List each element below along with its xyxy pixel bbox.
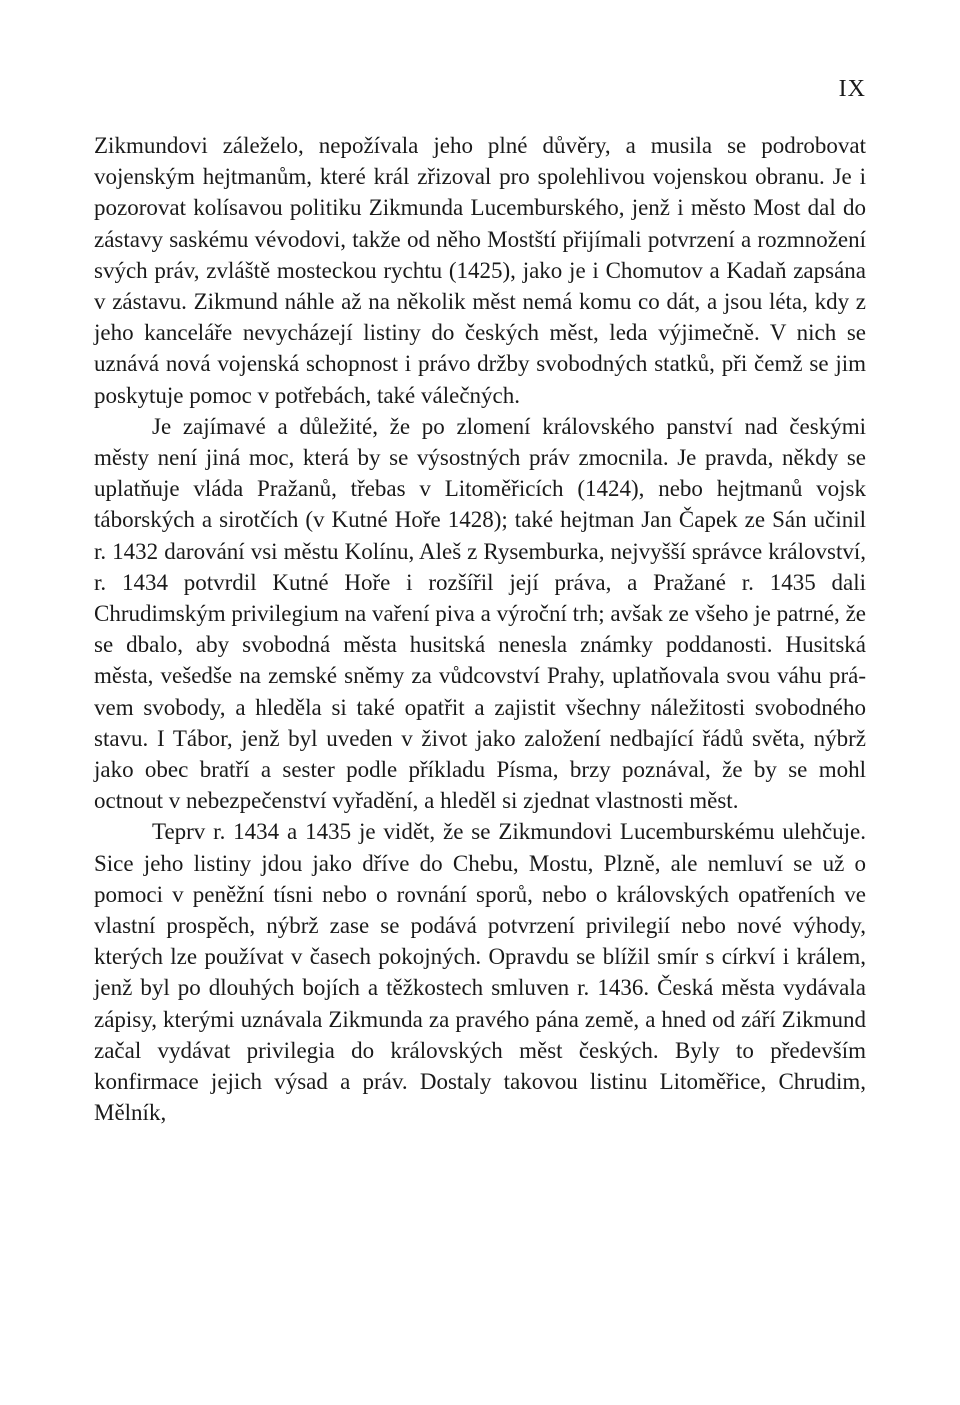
paragraph-2: Je zajímavé a důležité, že po zlomení královského panství nad českými městy není jiná moc, která by se výsostných práv zmocnila. Je pravda, někdy se uplatňuje vláda Pražanů, třebas v Litoměřicích (1424), nebo hejtmanů vojsk táborských a sirotčích (v Kutné Hoře 1428); také hejtman Jan Čapek ze Sán učinil r. 1432 darování vsi městu Kolínu, Aleš z Rysemburka, nejvyšší správce království, r. 1434 potvrdil Kutné Hoře i rozšířil její práva, a Pražané r. 1435 dali Chrudimským privilegium na vaření piva a výroční trh; avšak ze všeho je patrné, že se dbalo, aby svobodná města husitská nenesla známky poddanosti. Husitská města, vešedše na zemské sněmy za vůdcovství Prahy, uplatňovala svou váhu právem svobody, a hleděla si také opatřit a zajistit všechny náležitosti svobodného stavu. I Tábor, jenž byl uveden v život jako založení nedbající řádů světa, nýbrž jako obec bratří a sester podle příkladu Písma, brzy poznával, že by se mohl octnout v nebezpečenství vyřadění, a hleděl si zjednat vlastnosti měst. [94, 413, 866, 814]
body-text [94, 130, 866, 1129]
page-number: IX [838, 76, 866, 102]
paragraph-3: Teprv r. 1434 a 1435 je vidět, že se Zikmundovi Lucemburskému ulehčuje. Sice jeho listiny jdou jako dříve do Chebu, Mostu, Plzně, ale nemluví se už o pomoci v peněžní tísni nebo o rovnání sporů, nebo o královských opatřeních ve vlastní prospěch, nýbrž zase se podává potvrzení privilegií nebo nové výhody, kterých lze používat v časech pokojných. Opravdu se blížil smír s církví i králem, jenž byl po dlouhých bojích a těžkostech smluven r. 1436. Česká města vydávala zápisy, kterými uznávala Zikmunda za pravého pána země, a hned od září Zikmund začal vydávat privilegia do královských měst českých. Byly to především konfirmace jejich výsad a práv. Dostaly takovou listinu Litoměřice, Chrudim, Mělník, [94, 819, 866, 1126]
paragraph-1: Zikmundovi záleželo, nepožívala jeho plné důvěry, a musila se podrobovat vojenským hejtmanům, které král zřizoval pro spolehlivou vojenskou obranu. Je i pozorovat kolísavou politiku Zikmunda Lucemburského, jenž i město Most dal do zástavy saskému vévodovi, takže od něho Mostští přijímali potvrzení a rozmnožení svých práv, zvláště mosteckou rychtu (1425), jako je i Chomutov a Kadaň zapsána v zástavu. Zikmund náhle až na několik měst nemá komu co dát, a jsou léta, kdy z jeho kanceláře nevycházejí listiny do českých měst, leda výjimečně. V nich se uznává nová vojenská schopnost i právo držby svobodných statků, při čemž se jim poskytuje pomoc v potřebách, také válečných. [94, 133, 866, 408]
